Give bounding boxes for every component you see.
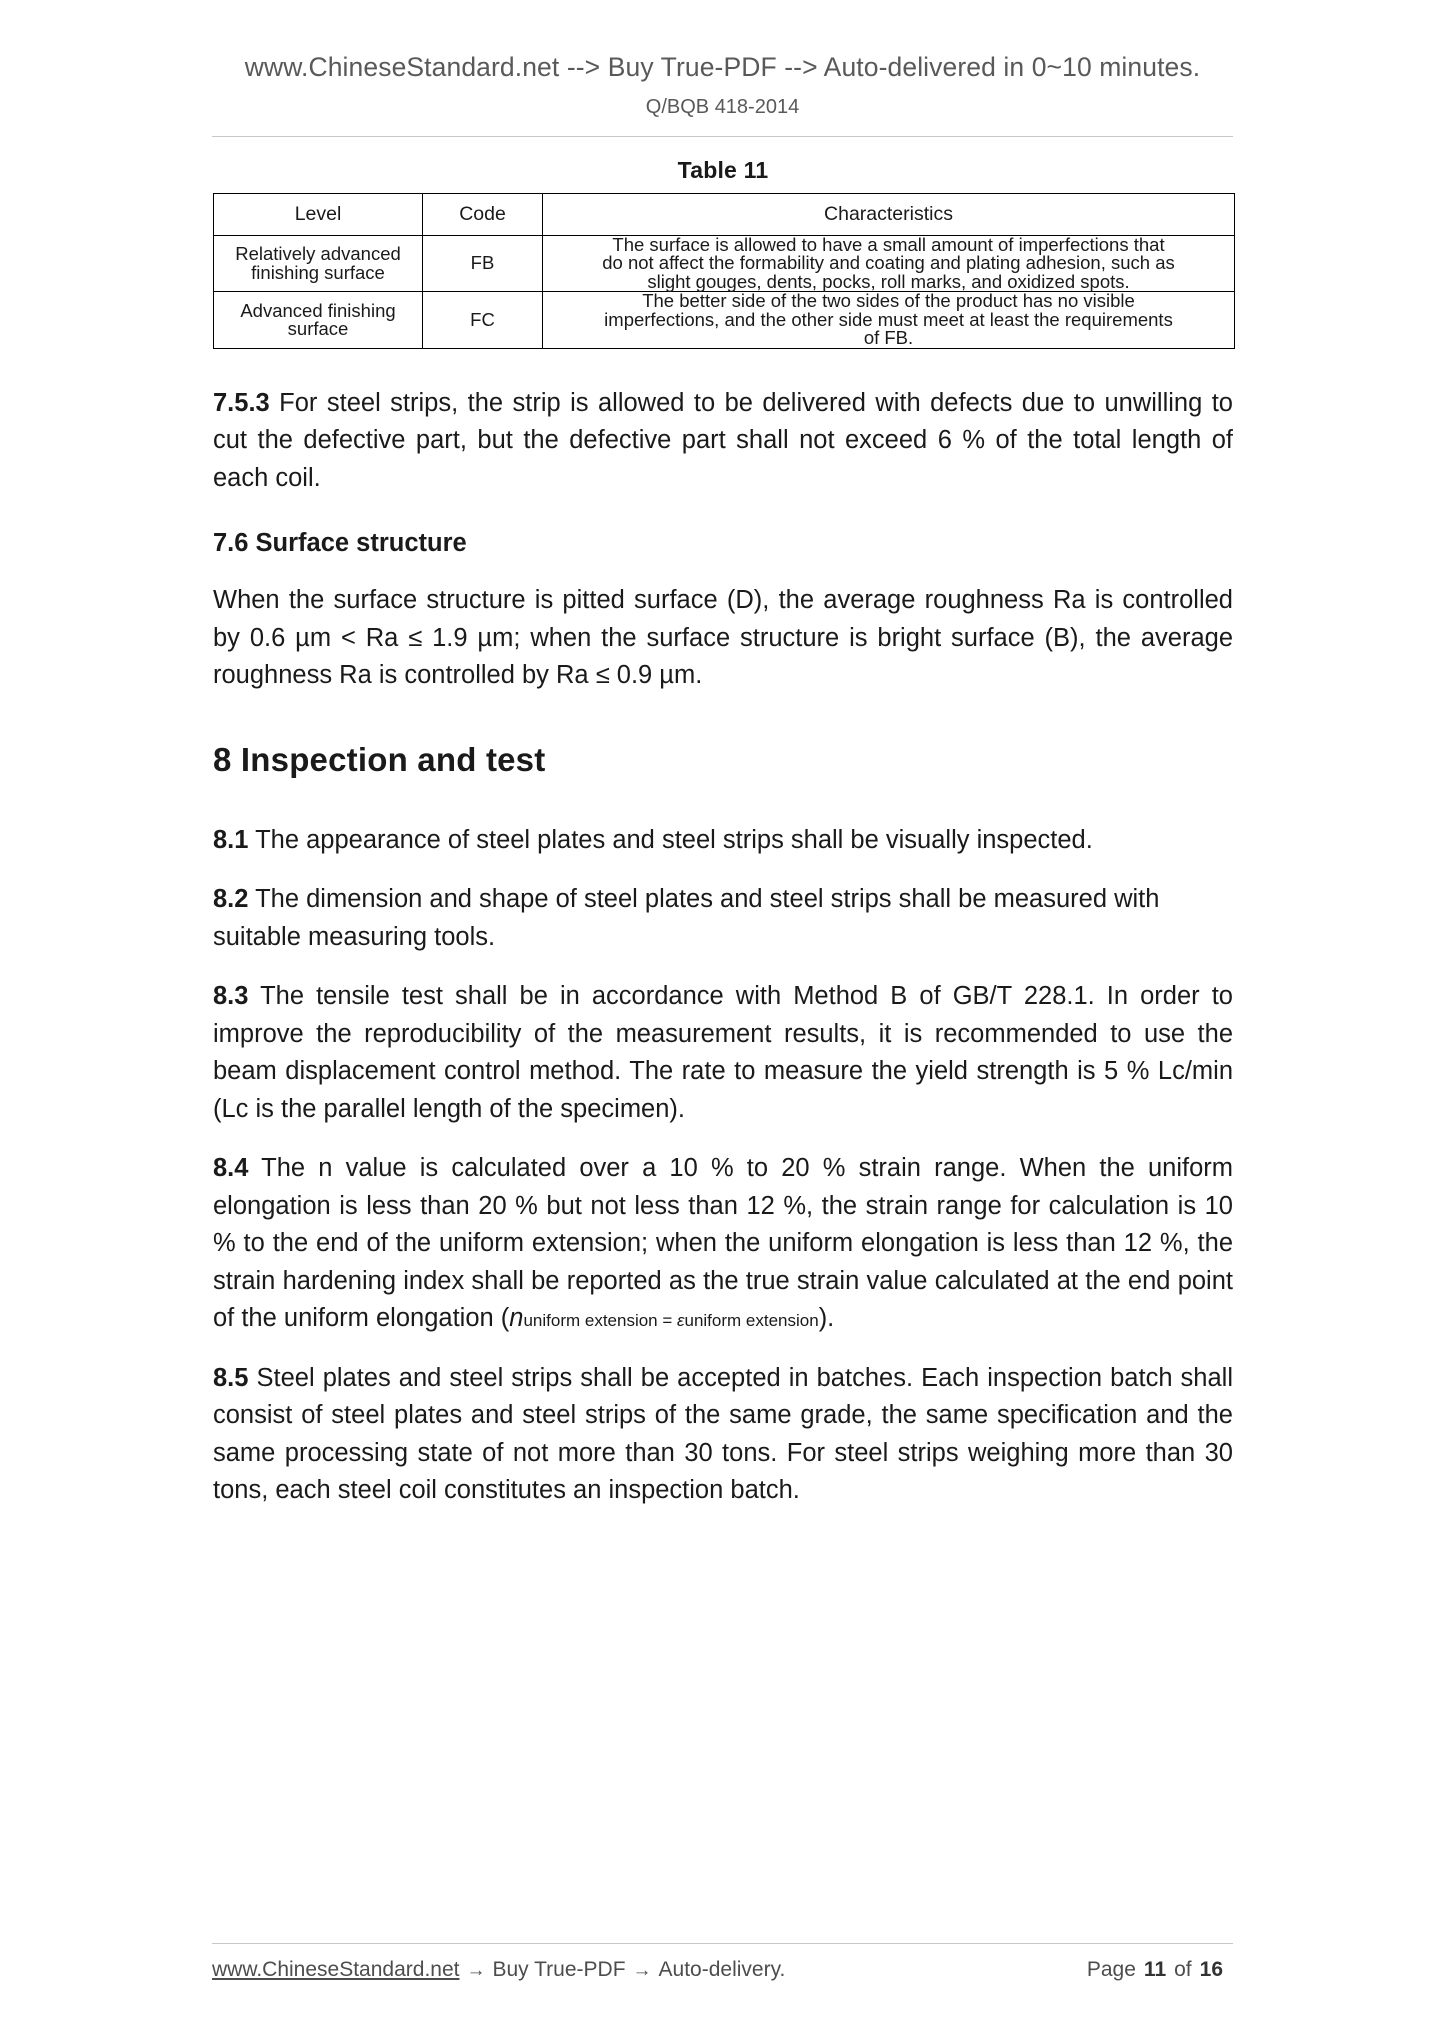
header-divider	[212, 136, 1233, 137]
subscript-epsilon-uniform-extension: uniform extension	[684, 1311, 819, 1331]
column-header-code: Code	[423, 193, 543, 235]
footer-site-link[interactable]: www.ChineseStandard.net	[212, 1958, 460, 1981]
table-title: Table 11	[677, 156, 769, 183]
clause-number-8-1: 8.1	[213, 825, 249, 854]
level-line-1: Relatively advanced	[235, 243, 401, 265]
cell-level-fc	[214, 292, 423, 349]
clause-number-8-3: 8.3	[213, 982, 249, 1011]
page-footer	[0, 1943, 1445, 1982]
clause-number-8-2: 8.2	[213, 885, 249, 914]
char-line-2: imperfections, and the other side must meet at least the requirements	[604, 308, 1173, 330]
table-row	[214, 235, 1235, 292]
paragraph-8-4	[213, 1150, 1233, 1337]
char-line-3: slight gouges, dents, pocks, roll marks, and oxidized spots.	[647, 270, 1130, 292]
clause-text-8-1: The appearance of steel plates and steel strips shall be visually inspected.	[255, 825, 1093, 854]
column-header-characteristics: Characteristics	[543, 193, 1235, 235]
arrow-right-icon: →	[632, 1960, 652, 1981]
paragraph-8-2	[213, 881, 1233, 956]
cell-level-fb	[214, 235, 423, 292]
clause-number-8-5: 8.5	[213, 1363, 249, 1392]
footer-divider	[212, 1943, 1233, 1944]
char-line-1: The better side of the two sides of the product has no visible	[642, 290, 1135, 312]
heading-7-6: 7.6 Surface structure	[213, 529, 467, 558]
cell-characteristics-fb	[543, 235, 1235, 292]
paragraph-8-1	[213, 822, 1233, 859]
level-line-2: finishing surface	[251, 261, 385, 283]
clause-tail-8-4: ).	[818, 1304, 835, 1333]
clause-text-8-2: The dimension and shape of steel plates and steel strips shall be measured with suitable measuring tools.	[213, 885, 1160, 951]
heading-8: 8 Inspection and test	[213, 740, 546, 778]
subscript-n-uniform-extension: uniform extension	[523, 1311, 658, 1331]
equals-sign: =	[657, 1311, 678, 1331]
clause-text-8-5: Steel plates and steel strips shall be accepted in batches. Each inspection batch shall consist of steel plates and steel strips of the same grade, the same specification and the same processing state of not more than 30 tons. For steel strips weighing more than 30 tons, each steel coil constitutes an inspection batch.	[213, 1363, 1234, 1504]
cell-code-fb: FB	[423, 235, 543, 292]
symbol-n: n	[509, 1304, 524, 1333]
clause-text-8-3: The tensile test shall be in accordance with Method B of GB/T 228.1. In order to improve the reproducibility of the measurement results, it is recommended to use the beam displacement control method. The rate to measure the yield strength is 5 % Lc/min (Lc is the parallel length of the specimen).	[213, 982, 1233, 1123]
char-line-1: The surface is allowed to have a small amount of imperfections that	[612, 233, 1165, 255]
page-label: Page	[1086, 1958, 1136, 1981]
page-number: 11	[1143, 1958, 1167, 1981]
table-header-row	[214, 193, 1235, 235]
cell-characteristics-fc	[543, 292, 1235, 349]
page-total: 16	[1199, 1958, 1223, 1981]
promo-banner: www.ChineseStandard.net --> Buy True-PDF --> Auto-delivered in 0~10 minutes.	[244, 52, 1201, 82]
table-row	[214, 292, 1235, 349]
column-header-level: Level	[214, 193, 423, 235]
clause-text-7-5-3: For steel strips, the strip is allowed to be delivered with defects due to unwilling to cut the defective part, but the defective part shall not exceed 6 % of the total length of each coil.	[213, 388, 1233, 492]
paragraph-7-5-3	[213, 385, 1233, 497]
clause-text-8-4: The n value is calculated over a 10 % to 20 % strain range. When the uniform elongation is less than 20 % but not less than 12 %, the strain range for calculation is 10 % to the end of the uniform extension; when the uniform elongation is less than 12 %, the strain hardening index shall be reported as the true strain value calculated at the end point of the uniform elongation (	[213, 1154, 1234, 1333]
level-line-2: surface	[287, 318, 349, 340]
paragraph-7-6: When the surface structure is pitted surface (D), the average roughness Ra is controlled by 0.6 µm < Ra ≤ 1.9 µm; when the surface structure is bright surface (B), the average roughness Ra is controlled by Ra ≤ 0.9 µm.	[213, 586, 1233, 690]
char-line-2: do not affect the formability and coating and plating adhesion, such as	[602, 252, 1175, 274]
symbol-epsilon: ε	[677, 1311, 685, 1331]
arrow-right-icon: →	[466, 1960, 486, 1981]
standard-code: Q/BQB 418-2014	[645, 95, 800, 118]
clause-number-7-5-3: 7.5.3	[213, 388, 270, 417]
page-header	[0, 0, 1445, 119]
page-content	[212, 157, 1233, 1510]
paragraph-8-5	[213, 1360, 1233, 1510]
char-line-3: of FB.	[863, 327, 914, 349]
level-line-1: Advanced finishing	[240, 299, 396, 321]
paragraph-8-3	[213, 978, 1233, 1128]
table-11	[213, 193, 1235, 349]
of-label: of	[1174, 1958, 1192, 1981]
footer-buy-label: Buy True-PDF	[492, 1958, 626, 1981]
footer-delivery-label: Auto-delivery.	[658, 1958, 786, 1981]
clause-number-8-4: 8.4	[213, 1154, 249, 1183]
cell-code-fc: FC	[423, 292, 543, 349]
